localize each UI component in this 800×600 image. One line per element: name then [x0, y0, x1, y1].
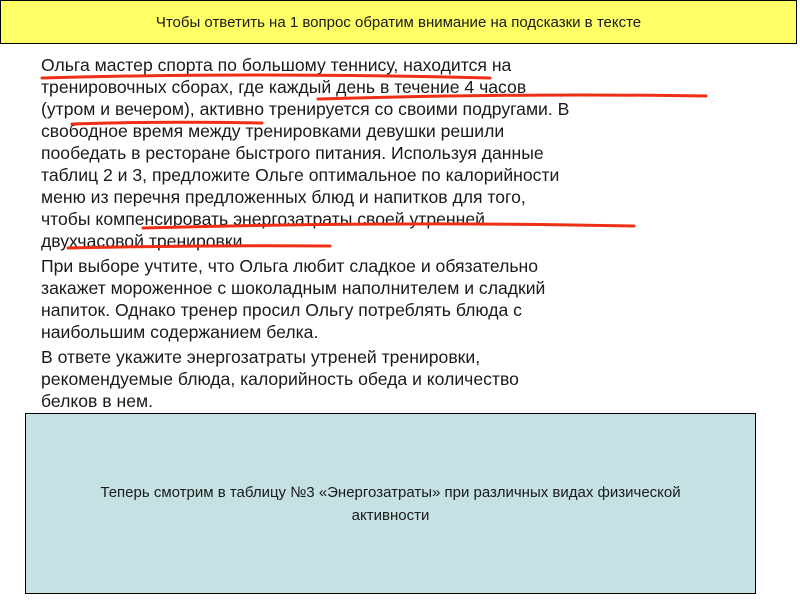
- paragraph-3: [41, 346, 753, 412]
- paragraph-2: [41, 255, 753, 343]
- paragraph-1-line: чтобы компенсировать энергозатраты своей утренней: [41, 209, 485, 229]
- paragraph-1-line: (утром и вечером), активно тренируется со своими подругами. В: [41, 99, 570, 119]
- paragraph-1-line: меню из перечня предложенных блюд и напитков для того,: [41, 187, 526, 207]
- paragraph-1-line: тренировочных сборах, где каждый день в течение 4 часов: [41, 77, 527, 97]
- paragraph-1-line: пообедать в ресторане быстрого питания. Используя данные: [41, 143, 544, 163]
- paragraph-3-line: В ответе укажите энергозатраты утреней тренировки,: [41, 347, 481, 367]
- paragraph-2-line: закажет мороженное с шоколадным наполнителем и сладкий: [41, 278, 546, 298]
- hint-box: [25, 413, 756, 594]
- paragraph-1-line: Ольга мастер спорта по большому теннису, находится на: [41, 55, 512, 75]
- header-text: Чтобы ответить на 1 вопрос обратим внимание на подсказки в тексте: [155, 13, 642, 31]
- paragraph-2-line: напиток. Однако тренер просил Ольгу потреблять блюда с: [41, 300, 522, 320]
- paragraph-3-line: белков в нем.: [41, 391, 153, 411]
- header-banner: [0, 0, 797, 44]
- paragraph-2-line: наибольшим содержанием белка.: [41, 322, 319, 342]
- paragraph-1: [41, 54, 753, 252]
- hint-text: Теперь смотрим в таблицу №3 «Энергозатраты» при различных видах физической активности: [100, 483, 681, 524]
- paragraph-2-line: При выборе учтите, что Ольга любит сладкое и обязательно: [41, 256, 539, 276]
- task-text: [41, 54, 753, 412]
- paragraph-1-line: таблиц 2 и 3, предложите Ольге оптимальное по калорийности: [41, 165, 560, 185]
- paragraph-3-line: рекомендуемые блюда, калорийность обеда и количество: [41, 369, 519, 389]
- paragraph-1-line: двухчасовой тренировки.: [41, 231, 248, 251]
- paragraph-1-line: свободное время между тренировками девушки решили: [41, 121, 505, 141]
